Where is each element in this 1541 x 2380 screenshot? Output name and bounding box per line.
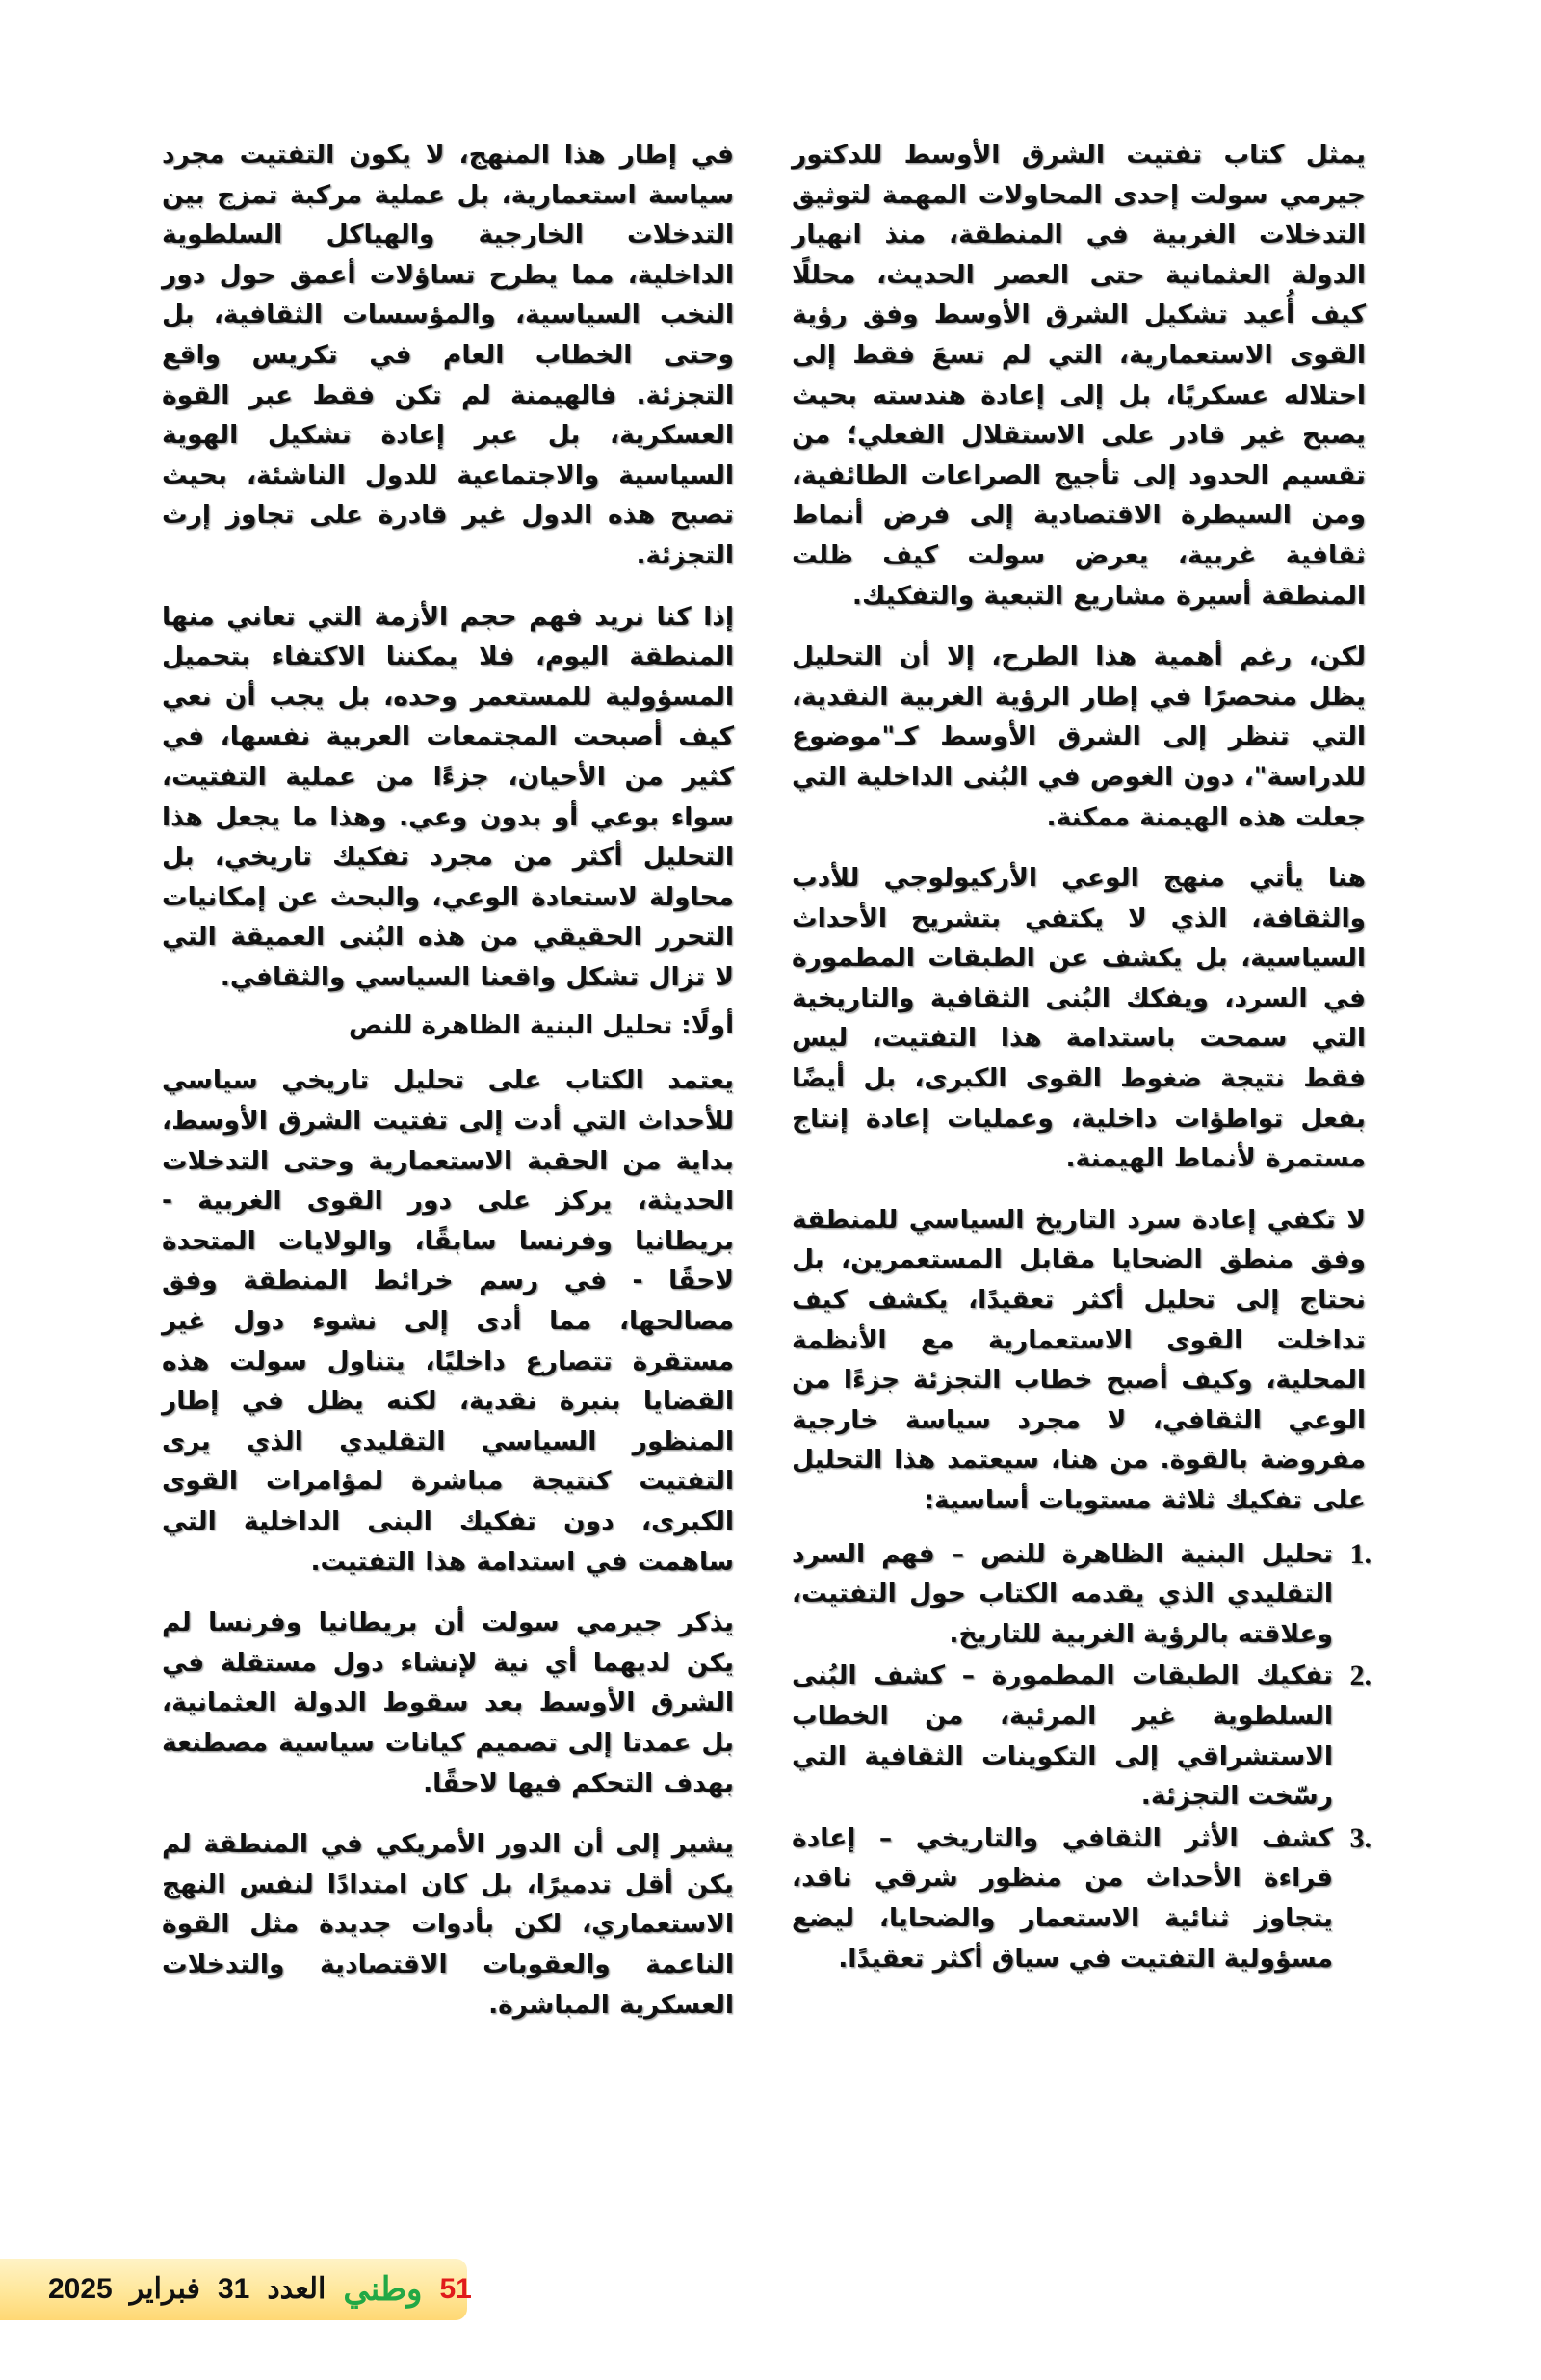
footer-issue-number: 31	[217, 2273, 250, 2305]
article-column-right	[792, 135, 1371, 1980]
footer-brand-logo: وطني	[343, 2271, 423, 2308]
article-paragraph: هنا يأتي منهج الوعي الأركيولوجي للأدب والثقافة، الذي لا يكتفي بتشريح الأحداث السياسية، بل يكشف عن الطبقات المطمورة في السرد، ويفكك البُنى الثقافية والتاريخية التي سمحت باستدامة هذا التفتيت، ليس فقط نتيجة ضغوط القوى الكبرى، بل أيضًا بفعل تواطؤات داخلية، وعمليات إعادة إنتاج مستمرة لأنماط الهيمنة.	[792, 863, 1366, 1174]
list-item-text: تحليل البنية الظاهرة للنص – فهم السرد التقليدي الذي يقدمه الكتاب حول التفتيت، وعلاقته بالرؤية الغربية للتاريخ.	[792, 1538, 1333, 1649]
footer-month: فبراير	[129, 2273, 200, 2305]
article-paragraph: يعتمد الكتاب على تحليل تاريخي سياسي للأحداث التي أدت إلى تفتيت الشرق الأوسط، بداية من الحقبة الاستعمارية وحتى التدخلات الحديثة، يركز على دور القوى الغربية - بريطانيا وفرنسا سابقًا، والولايات المتحدة لاحقًا - في رسم خرائط المنطقة وفق مصالحها، مما أدى إلى نشوء دول غير مستقرة تتصارع داخليًا، يتناول سولت هذه القضايا بنبرة نقدية، لكنه يظل في إطار المنظور السياسي التقليدي الذي يرى التفتيت كنتيجة مباشرة لمؤامرات القوى الكبرى، دون تفكيك البنى الداخلية التي ساهمت في استدامة هذا التفتيت.	[162, 1065, 734, 1577]
list-item	[792, 1534, 1371, 1655]
list-item-number: 2.	[1349, 1660, 1371, 1692]
article-paragraph: إذا كنا نريد فهم حجم الأزمة التي تعاني منها المنطقة اليوم، فلا يمكننا الاكتفاء بتحميل المسؤولية للمستعمر وحده، بل يجب أن نعي كيف أصبحت المجتمعات العربية نفسها، في كثير من الأحيان، جزءًا من عملية التفتيت، سواء بوعي أو بدون وعي. وهذا ما يجعل هذا التحليل أكثر من مجرد تفكيك تاريخي، بل محاولة لاستعادة الوعي، والبحث عن إمكانيات التحرر الحقيقي من هذه البُنى العميقة التي لا تزال تشكل واقعنا السياسي والثقافي.	[162, 601, 734, 992]
footer-issue-badge	[0, 2259, 472, 2320]
list-item	[792, 1656, 1371, 1816]
list-item	[792, 1818, 1371, 1978]
footer-issue-label: العدد	[267, 2273, 326, 2305]
list-item-number: 1.	[1349, 1537, 1371, 1570]
article-paragraph: في إطار هذا المنهج، لا يكون التفتيت مجرد سياسة استعمارية، بل عملية مركبة تمزج بين التدخلات الخارجية والهياكل السلطوية الداخلية، مما يطرح تساؤلات أعمق حول دور النخب السياسية، والمؤسسات الثقافية، بل وحتى الخطاب العام في تكريس واقع التجزئة. فالهيمنة لم تكن فقط عبر القوة العسكرية، بل عبر إعادة تشكيل الهوية السياسية والاجتماعية للدول الناشئة، بحيث تصبح هذه الدول غير قادرة على تجاوز إرث التجزئة.	[162, 140, 734, 570]
section-heading: أولًا: تحليل البنية الظاهرة للنص	[348, 1011, 734, 1041]
list-item-text: كشف الأثر الثقافي والتاريخي – إعادة قراءة الأحداث من منظور شرقي ناقد، يتجاوز ثنائية الاستعمار والضحايا، ليضع مسؤولية التفتيت في سياق أكثر تعقيدًا.	[792, 1822, 1333, 1974]
article-paragraph: يشير إلى أن الدور الأمريكي في المنطقة لم يكن أقل تدميرًا، بل كان امتدادًا لنفس النهج الاستعماري، لكن بأدوات جديدة مثل القوة الناعمة والعقوبات الاقتصادية والتدخلات العسكرية المباشرة.	[162, 1829, 734, 2020]
list-item-text: تفكيك الطبقات المطمورة – كشف البُنى السلطوية غير المرئية، من الخطاب الاستشراقي إلى التكوينات الثقافية التي رسّخت التجزئة.	[792, 1661, 1333, 1812]
page-number: 51	[439, 2273, 472, 2305]
article-column-left	[162, 135, 734, 2046]
analysis-levels-list	[792, 1534, 1371, 1979]
article-paragraph: لكن، رغم أهمية هذا الطرح، إلا أن التحليل يظل منحصرًا في إطار الرؤية الغربية النقدية، التي تنظر إلى الشرق الأوسط كـ"موضوع للدراسة"، دون الغوص في البُنى الداخلية التي جعلت هذه الهيمنة ممكنة.	[792, 641, 1366, 832]
article-paragraph: يذكر جيرمي سولت أن بريطانيا وفرنسا لم يكن لديهما أي نية لإنشاء دول مستقلة في الشرق الأوسط بعد سقوط الدولة العثمانية، بل عمدتا إلى تصميم كيانات سياسية مصطنعة بهدف التحكم فيها لاحقًا.	[162, 1608, 734, 1798]
article-paragraph: يمثل كتاب تفتيت الشرق الأوسط للدكتور جيرمي سولت إحدى المحاولات المهمة لتوثيق التدخلات الغربية في المنطقة، منذ انهيار الدولة العثمانية حتى العصر الحديث، محللًا كيف أُعيد تشكيل الشرق الأوسط وفق رؤية القوى الاستعمارية، التي لم تسعَ فقط إلى احتلاله عسكريًا، بل إلى إعادة هندسته بحيث يصبح غير قادر على الاستقلال الفعلي؛ من تقسيم الحدود إلى تأجيج الصراعات الطائفية، ومن السيطرة الاقتصادية إلى فرض أنماط ثقافية غربية، يعرض سولت كيف ظلت المنطقة أسيرة مشاريع التبعية والتفكيك.	[792, 140, 1366, 611]
list-item-number: 3.	[1349, 1821, 1371, 1854]
footer-year: 2025	[48, 2273, 113, 2305]
article-paragraph: لا تكفي إعادة سرد التاريخ السياسي للمنطقة وفق منطق الضحايا مقابل المستعمرين، بل نحتاج إلى تحليل أكثر تعقيدًا، يكشف كيف تداخلت القوى الاستعمارية مع الأنظمة المحلية، وكيف أصبح خطاب التجزئة جزءًا من الوعي الثقافي، لا مجرد سياسة خارجية مفروضة بالقوة. من هنا، سيعتمد هذا التحليل على تفكيك ثلاثة مستويات أساسية:	[792, 1204, 1366, 1515]
